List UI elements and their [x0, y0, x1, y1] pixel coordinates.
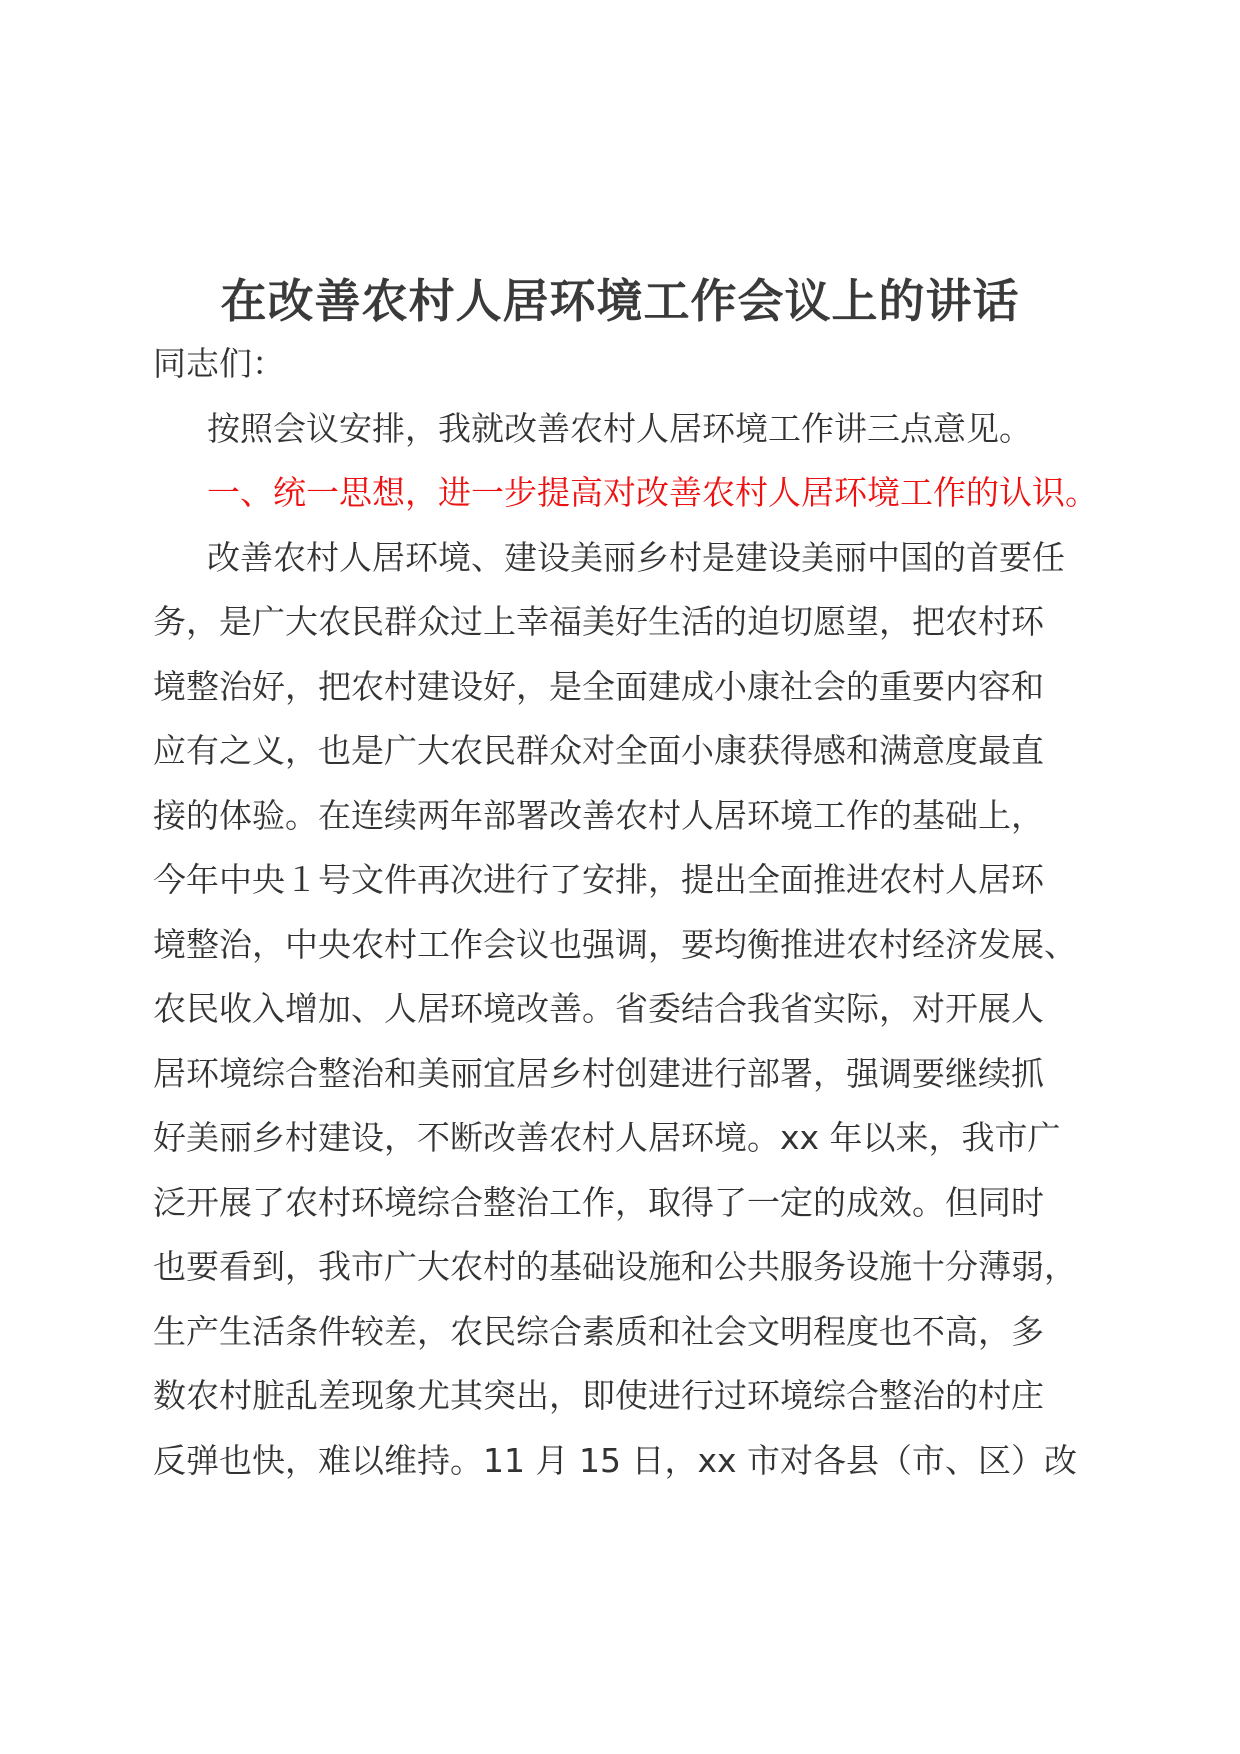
paragraph-line: 反弹也快，难以维持。11 月 15 日，xx 市对各县（市、区）改: [153, 1440, 1077, 1480]
paragraph-line: 数农村脏乱差现象尤其突出，即使进行过环境综合整治的村庄: [153, 1376, 1044, 1415]
salutation: 同志们：: [153, 344, 285, 383]
paragraph-line: 境整治，中央农村工作会议也强调，要均衡推进农村经济发展、: [153, 924, 1077, 964]
paragraph-line: 泛开展了农村环境综合整治工作，取得了一定的成效。但同时: [153, 1182, 1044, 1222]
section-heading: 一、统一思想，进一步提高对改善农村人居环境工作的认识。: [207, 473, 1098, 512]
paragraph-line: 生产生活条件较差，农民综合素质和社会文明程度也不高，多: [153, 1311, 1044, 1351]
paragraph-line: 改善农村人居环境、建设美丽乡村是建设美丽中国的首要任: [207, 537, 1065, 577]
paragraph-line: 境整治好，把农村建设好，是全面建成小康社会的重要内容和: [153, 666, 1044, 706]
document-body: [153, 332, 1098, 1493]
body-paragraph: [153, 526, 1093, 1494]
paragraph-line: 也要看到，我市广大农村的基础设施和公共服务设施十分薄弱，: [153, 1247, 1077, 1286]
paragraph-line: 应有之义，也是广大农民群众对全面小康获得感和满意度最直: [153, 731, 1044, 770]
page-title: 在改善农村人居环境工作会议上的讲话: [220, 273, 1020, 328]
paragraph-line: 农民收入增加、人居环境改善。省委结合我省实际，对开展人: [153, 989, 1044, 1028]
paragraph-line: 居环境综合整治和美丽宜居乡村创建进行部署，强调要继续抓: [153, 1053, 1044, 1093]
paragraph-line: 务，是广大农民群众过上幸福美好生活的迫切愿望，把农村环: [153, 602, 1044, 641]
paragraph-line: 今年中央１号文件再次进行了安排，提出全面推进农村人居环: [153, 860, 1044, 899]
paragraph-line: 好美丽乡村建设，不断改善农村人居环境。xx 年以来，我市广: [153, 1118, 1061, 1157]
paragraph-line: 接的体验。在连续两年部署改善农村人居环境工作的基础上，: [153, 795, 1044, 835]
intro-paragraph: 按照会议安排，我就改善农村人居环境工作讲三点意见。: [207, 408, 1032, 448]
